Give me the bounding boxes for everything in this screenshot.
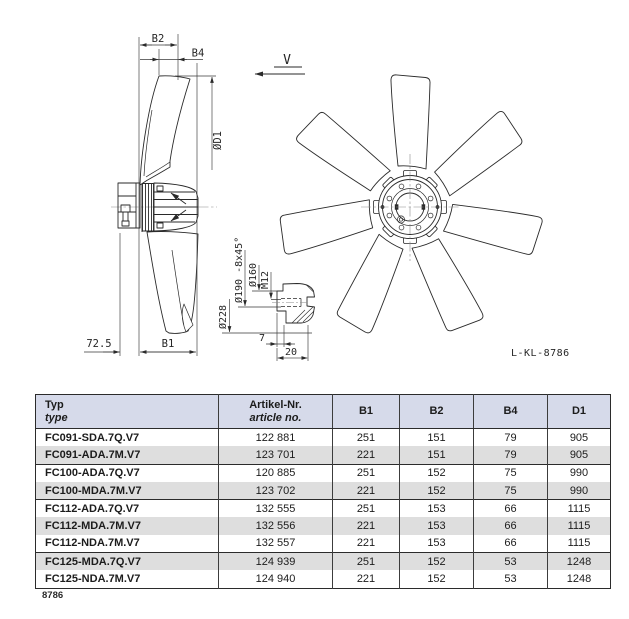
dim-label-b2: B2 xyxy=(151,33,165,45)
cell-b1: 221 xyxy=(333,517,400,534)
cell-b4: 79 xyxy=(474,429,548,447)
cell-b1: 221 xyxy=(333,535,400,553)
motor-bracket xyxy=(118,180,142,232)
table-row xyxy=(36,553,611,571)
dim-label-72-5: 72.5 xyxy=(86,338,112,350)
fan-blade xyxy=(428,110,526,199)
cell-type: FC112-NDA.7M.V7 xyxy=(45,537,140,550)
flange-section xyxy=(277,284,315,324)
fan-blade xyxy=(277,196,377,255)
table-header-row xyxy=(36,395,611,429)
table-row xyxy=(36,464,611,482)
blade-profile-upper xyxy=(140,76,190,185)
cell-b4: 79 xyxy=(474,446,548,464)
page-ref: 8786 xyxy=(42,590,64,601)
pitch-arrow-up xyxy=(171,193,186,204)
fan-blade xyxy=(335,233,411,335)
dimension-table xyxy=(35,394,611,589)
pitch-arrow-down xyxy=(171,210,186,221)
cell-b4: 75 xyxy=(474,482,548,500)
column-header-artikel xyxy=(219,395,333,429)
cell-b1: 251 xyxy=(333,429,400,447)
cell-article-no: 132 556 xyxy=(219,517,333,534)
table-row xyxy=(36,517,611,534)
dim-label-190: Ø190 -8x45° xyxy=(234,236,245,303)
cell-d1: 905 xyxy=(548,429,611,447)
header-artikel-en: article no. xyxy=(249,411,302,424)
detail-view-drawing xyxy=(272,284,315,324)
side-view-labels xyxy=(86,33,224,350)
fan-blade xyxy=(391,75,430,169)
cell-type: FC125-NDA.7M.V7 xyxy=(45,573,141,586)
cell-b1: 251 xyxy=(333,553,400,571)
view-direction-marker xyxy=(255,53,305,74)
detail-view-labels xyxy=(217,237,297,358)
cell-b2: 151 xyxy=(400,446,474,464)
cell-b4: 53 xyxy=(474,553,548,571)
cell-d1: 990 xyxy=(548,482,611,500)
cell-article-no: 120 885 xyxy=(219,464,333,482)
cell-b1: 251 xyxy=(333,500,400,518)
cell-type: FC091-ADA.7M.V7 xyxy=(45,448,141,461)
cell-b2: 152 xyxy=(400,482,474,500)
cell-b2: 153 xyxy=(400,517,474,534)
dim-label-b1: B1 xyxy=(161,338,175,350)
dim-label-228: Ø228 xyxy=(218,304,229,329)
cell-b1: 221 xyxy=(333,446,400,464)
table-row xyxy=(36,535,611,553)
cell-b1: 221 xyxy=(333,570,400,588)
table-row xyxy=(36,500,611,518)
cell-b4: 66 xyxy=(474,500,548,518)
front-view-drawing xyxy=(277,75,543,335)
cell-type: FC091-SDA.7Q.V7 xyxy=(45,431,140,444)
column-header-b1: B1 xyxy=(333,395,400,429)
fan-blade xyxy=(408,233,484,335)
column-header-b4: B4 xyxy=(474,395,548,429)
section-hatching xyxy=(292,285,314,324)
cell-b4: 75 xyxy=(474,464,548,482)
cell-b2: 153 xyxy=(400,535,474,553)
cell-d1: 1115 xyxy=(548,500,611,518)
table-row xyxy=(36,482,611,500)
cell-b2: 152 xyxy=(400,464,474,482)
cell-type: FC112-ADA.7Q.V7 xyxy=(36,500,219,518)
table-row xyxy=(36,570,611,588)
column-header-typ xyxy=(36,395,219,429)
column-header-b2: B2 xyxy=(400,395,474,429)
fan-blade xyxy=(443,197,543,256)
cell-d1: 1248 xyxy=(548,553,611,571)
header-typ-en: type xyxy=(45,411,68,424)
dim-label-7: 7 xyxy=(258,333,266,344)
cell-type: FC125-MDA.7Q.V7 xyxy=(36,553,219,571)
table-row xyxy=(36,446,611,464)
cell-b4: 66 xyxy=(474,535,548,553)
cell-article-no: 132 555 xyxy=(219,500,333,518)
side-view-drawing xyxy=(111,76,217,334)
cell-article-no: 123 702 xyxy=(219,482,333,500)
side-view-dimensions xyxy=(84,34,216,356)
cell-article-no: 124 940 xyxy=(219,570,333,588)
cell-b2: 152 xyxy=(400,553,474,571)
cell-article-no: 132 557 xyxy=(219,535,333,553)
cell-b2: 151 xyxy=(400,429,474,447)
cell-type: FC100-ADA.7Q.V7 xyxy=(36,464,219,482)
dim-label-20: 20 xyxy=(284,347,298,358)
cell-type: FC100-MDA.7M.V7 xyxy=(45,484,142,497)
table-row xyxy=(36,429,611,447)
drawing-ref-number: L-KL-8786 xyxy=(511,348,570,359)
cell-b2: 153 xyxy=(400,500,474,518)
cell-article-no: 124 939 xyxy=(219,553,333,571)
dim-label-160: Ø160 xyxy=(248,262,259,287)
cell-d1: 1248 xyxy=(548,570,611,588)
dim-label-m12: M12 xyxy=(260,270,271,289)
cell-b1: 251 xyxy=(333,464,400,482)
column-header-d1: D1 xyxy=(548,395,611,429)
header-artikel-de: Artikel-Nr. xyxy=(249,398,302,411)
cell-type: FC112-MDA.7M.V7 xyxy=(45,520,141,533)
cell-d1: 1115 xyxy=(548,535,611,553)
cell-d1: 990 xyxy=(548,464,611,482)
cell-article-no: 123 701 xyxy=(219,446,333,464)
dim-label-d1: ØD1 xyxy=(212,131,224,150)
fan-blade xyxy=(295,109,393,198)
cell-article-no: 122 881 xyxy=(219,429,333,447)
cell-b4: 53 xyxy=(474,570,548,588)
cell-b2: 152 xyxy=(400,570,474,588)
cell-b1: 221 xyxy=(333,482,400,500)
view-label: V xyxy=(283,53,291,68)
cell-d1: 1115 xyxy=(548,517,611,534)
dim-label-b4: B4 xyxy=(191,47,205,60)
cell-b4: 66 xyxy=(474,517,548,534)
cell-d1: 905 xyxy=(548,446,611,464)
header-typ-de: Typ xyxy=(45,398,64,411)
